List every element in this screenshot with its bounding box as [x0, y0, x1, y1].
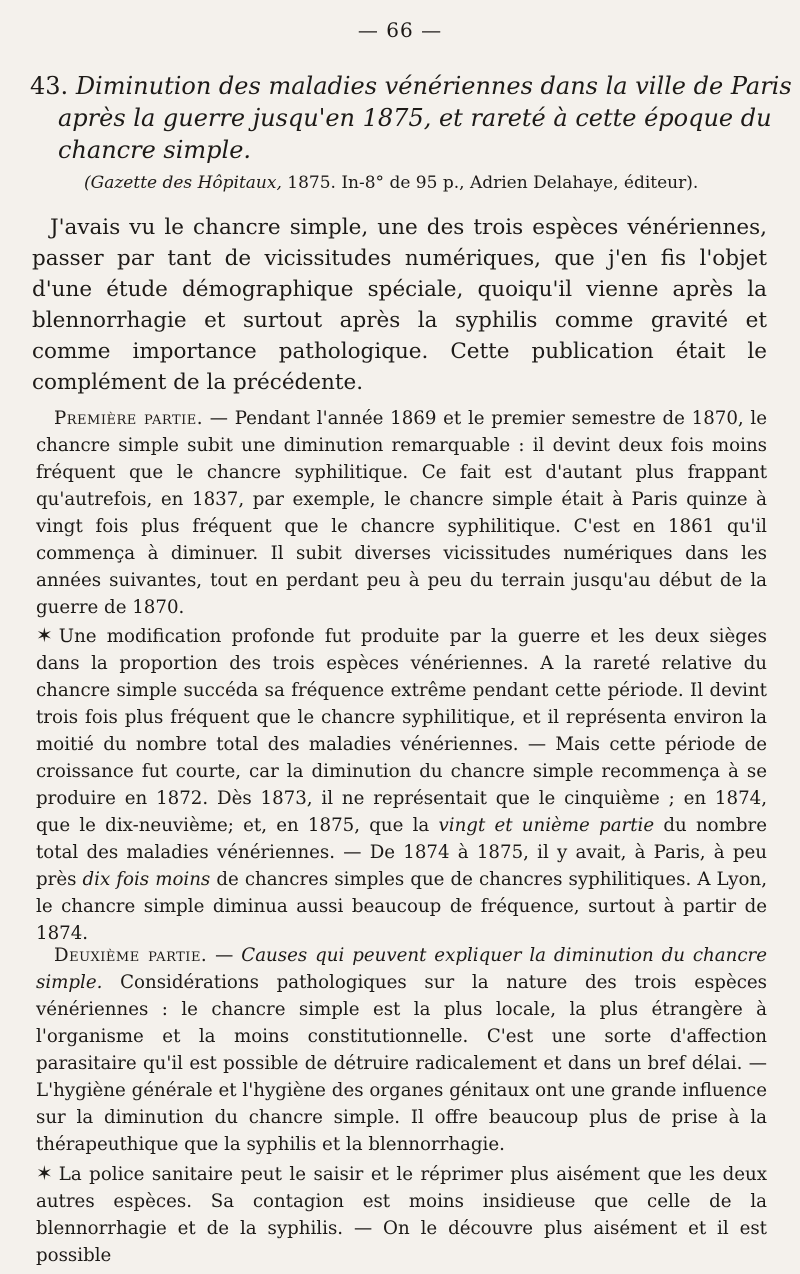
part-two-italic-ratio: dix fois moins — [82, 869, 211, 890]
part-three-text: Considérations pathologiques sur la nature des trois espèces vénériennes : le chancre simple est la plus locale, la plus étrangère à l'organisme et la moins constitutionnelle. C'est une sorte d'affection parasitaire qu'il est possible de détruire radicalement et dans un bref délai. — L'hygiène générale et l'hygiène des organes génitaux ont une grande influence sur la diminution du chancre simple. Il offre beaucoup plus de prise à la thérapeuthique que la syphilis et la blennorrhagie. — [36, 972, 767, 1155]
article-number: 43. — [30, 72, 69, 100]
part-three-label: Deuxième partie. — [54, 945, 208, 966]
part-four-text: La police sanitaire peut le saisir et le réprimer plus aisément que les deux autres espèces. Sa contagion est moins insidieuse que celle de la blennorrhagie et de la syphilis. — On le découvre plus aisément et il est possible — [36, 1164, 767, 1266]
article-heading — [30, 70, 792, 166]
source-journal: (Gazette des Hôpitaux, — [84, 173, 282, 193]
part-two-text-after: de chancres simples que de chancres syphilitiques. A Lyon, le chancre simple diminua aussi beaucoup de fréquence, surtout à partir de 1874. — [36, 869, 768, 944]
part-two-paragraph — [36, 622, 767, 947]
asterism-icon: ✶ — [36, 1161, 53, 1185]
part-two-text-middle: du nombre total des maladies vénériennes. — De 1874 à 1875, il y avait, à Paris, à peu près — [36, 815, 767, 890]
article-title-line-2: après la guerre jusqu'en 1875, et rareté à cette époque du — [58, 104, 772, 132]
part-four-paragraph — [36, 1160, 767, 1269]
part-three-dash: — — [215, 945, 234, 966]
page-number: — 66 — — [357, 18, 443, 42]
source-details: 1875. In-8° de 95 p., Adrien Delahaye, éditeur). — [287, 173, 699, 193]
part-three-italic-title: Causes qui peuvent expliquer la diminution du chancre simple. — [36, 945, 767, 993]
part-two-italic-fraction: vingt et unième partie — [438, 815, 655, 836]
part-one-dash: — — [209, 408, 228, 429]
intro-paragraph — [32, 212, 767, 398]
article-title-line-1 — [30, 70, 792, 102]
asterism-icon: ✶ — [36, 623, 53, 647]
article-title-line-3: chancre simple. — [58, 136, 252, 164]
part-one-text: Pendant l'année 1869 et le premier semestre de 1870, le chancre simple subit une diminution remarquable : il devint deux fois moins fréquent que le chancre syphilitique. Ce fait est d'autant plus frappant qu'autrefois, en 1837, par exemple, le chancre simple était à Paris quinze à vingt fois plus fréquent que le chancre syphilitique. C'est en 1861 qu'il commença à diminuer. Il subit diverses vicissitudes numériques dans les années suivantes, tout en perdant peu à peu du terrain jusqu'au début de la guerre de 1870. — [36, 408, 767, 618]
intro-text: J'avais vu le chancre simple, une des trois espèces vénériennes, passer par tant de vicissitudes numériques, que j'en fis l'objet d'une étude démographique spéciale, quoiqu'il vienne après la blennorrhagie et surtout après la syphilis comme gravité et comme importance pathologique. Cette publication était le complément de la précédente. — [32, 215, 767, 395]
part-one-label: Première partie. — [54, 408, 204, 429]
article-title-part-1: Diminution des maladies vénériennes dans la ville de Paris — [75, 72, 792, 100]
part-one-paragraph — [36, 405, 767, 621]
part-three-paragraph — [36, 942, 767, 1158]
part-two-text-before: Une modification profonde fut produite par la guerre et les deux sièges dans la proportion des trois espèces vénériennes. A la rareté relative du chancre simple succéda sa fréquence extrême pendant cette période. Il devint trois fois plus fréquent que le chancre syphilitique, et il représenta environ la moitié du nombre total des maladies vénériennes. — Mais cette période de croissance fut courte, car la diminution du chancre simple recommença à se produire en 1872. Dès 1873, il ne représentait que le cinquième ; en 1874, que le dix-neuvième; et, en 1875, que la — [36, 626, 767, 836]
article-source — [84, 172, 784, 194]
